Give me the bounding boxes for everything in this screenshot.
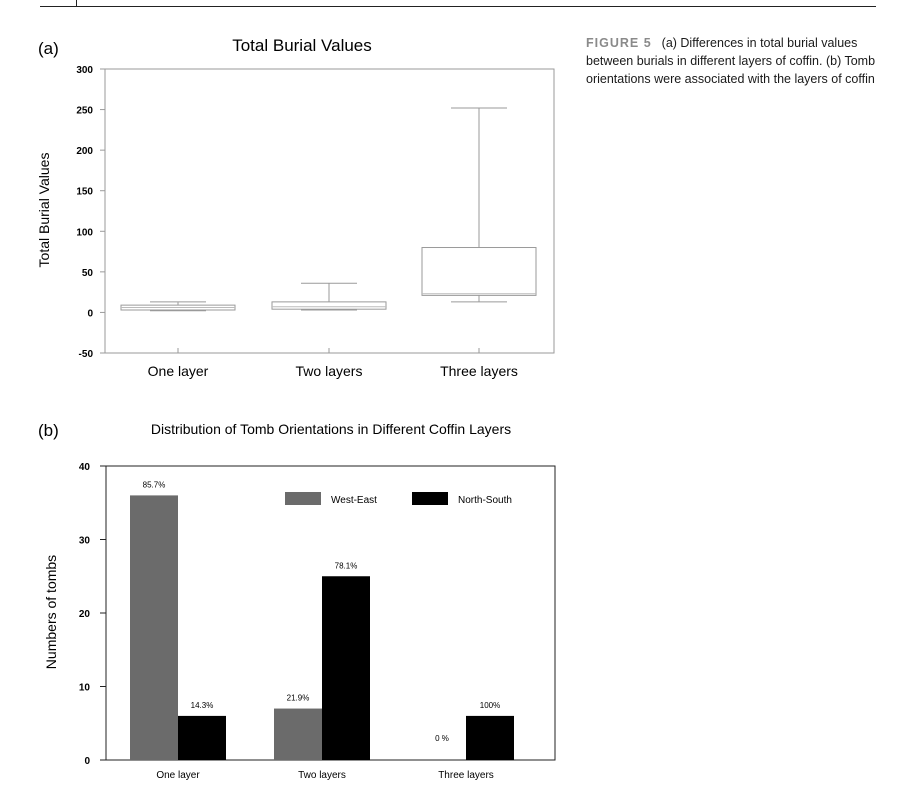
panel-a bbox=[36, 36, 554, 379]
y-tick-label: 100 bbox=[76, 227, 93, 239]
bar-data-label: 0 % bbox=[435, 733, 449, 743]
legend-label: North-South bbox=[458, 495, 512, 506]
y-tick-label: 0 bbox=[87, 308, 93, 320]
panel-b-x-axis bbox=[156, 770, 493, 781]
x-tick-label: Three layers bbox=[440, 363, 518, 379]
panel-a-y-axis bbox=[76, 65, 105, 360]
figure-caption-label: FIGURE 5 bbox=[586, 36, 652, 50]
y-tick-label: 200 bbox=[76, 146, 93, 158]
panel-a-label: (a) bbox=[38, 39, 59, 58]
bar-north-south bbox=[178, 716, 226, 760]
box bbox=[422, 248, 536, 296]
bar-data-label: 14.3% bbox=[190, 700, 214, 710]
x-tick-label: Three layers bbox=[438, 770, 494, 781]
bar-north-south bbox=[466, 716, 514, 760]
bar-data-label: 21.9% bbox=[286, 693, 310, 703]
panel-b-ylabel: Numbers of tombs bbox=[43, 554, 59, 670]
y-tick-label: 300 bbox=[76, 65, 93, 76]
y-tick-label: -50 bbox=[78, 349, 93, 360]
y-tick-label: 50 bbox=[81, 267, 93, 279]
legend-swatch bbox=[285, 492, 321, 505]
panel-b-y-axis bbox=[79, 462, 106, 767]
bar-west-east bbox=[274, 709, 322, 760]
bar-data-label: 100% bbox=[479, 700, 501, 710]
x-tick-label: One layer bbox=[147, 363, 209, 379]
y-tick-label: 0 bbox=[84, 756, 90, 767]
y-tick-label: 40 bbox=[78, 462, 90, 473]
panel-b-title: Distribution of Tomb Orientations in Different Coffin Layers bbox=[150, 421, 512, 437]
bar-north-south bbox=[322, 576, 370, 760]
panel-b-bars bbox=[130, 480, 514, 760]
x-tick-label: Two layers bbox=[298, 770, 346, 781]
panel-a-title: Total Burial Values bbox=[232, 36, 372, 55]
legend-swatch bbox=[412, 492, 448, 505]
box bbox=[272, 302, 386, 309]
panel-a-ylabel: Total Burial Values bbox=[36, 152, 52, 268]
panel-b-legend bbox=[285, 492, 512, 506]
y-tick-label: 250 bbox=[76, 105, 93, 117]
panel-a-boxes bbox=[121, 108, 536, 311]
bar-data-label: 78.1% bbox=[334, 561, 358, 571]
y-tick-label: 10 bbox=[78, 682, 90, 694]
panel-b bbox=[38, 421, 555, 781]
panel-b-label: (b) bbox=[38, 421, 59, 440]
y-tick-label: 20 bbox=[78, 609, 90, 620]
y-tick-label: 30 bbox=[78, 535, 90, 547]
legend-label: West-East bbox=[331, 495, 377, 506]
bar-data-label: 85.7% bbox=[142, 480, 166, 490]
figure-caption-text: (a) Differences in total burial values between burials in different layers of coffin. (b) Tomb orientations were associated with the layers of coffin bbox=[586, 36, 876, 86]
bar-west-east bbox=[130, 495, 178, 760]
x-tick-label: One layer bbox=[156, 770, 200, 781]
y-tick-label: 150 bbox=[76, 186, 93, 198]
x-tick-label: Two layers bbox=[295, 363, 363, 379]
